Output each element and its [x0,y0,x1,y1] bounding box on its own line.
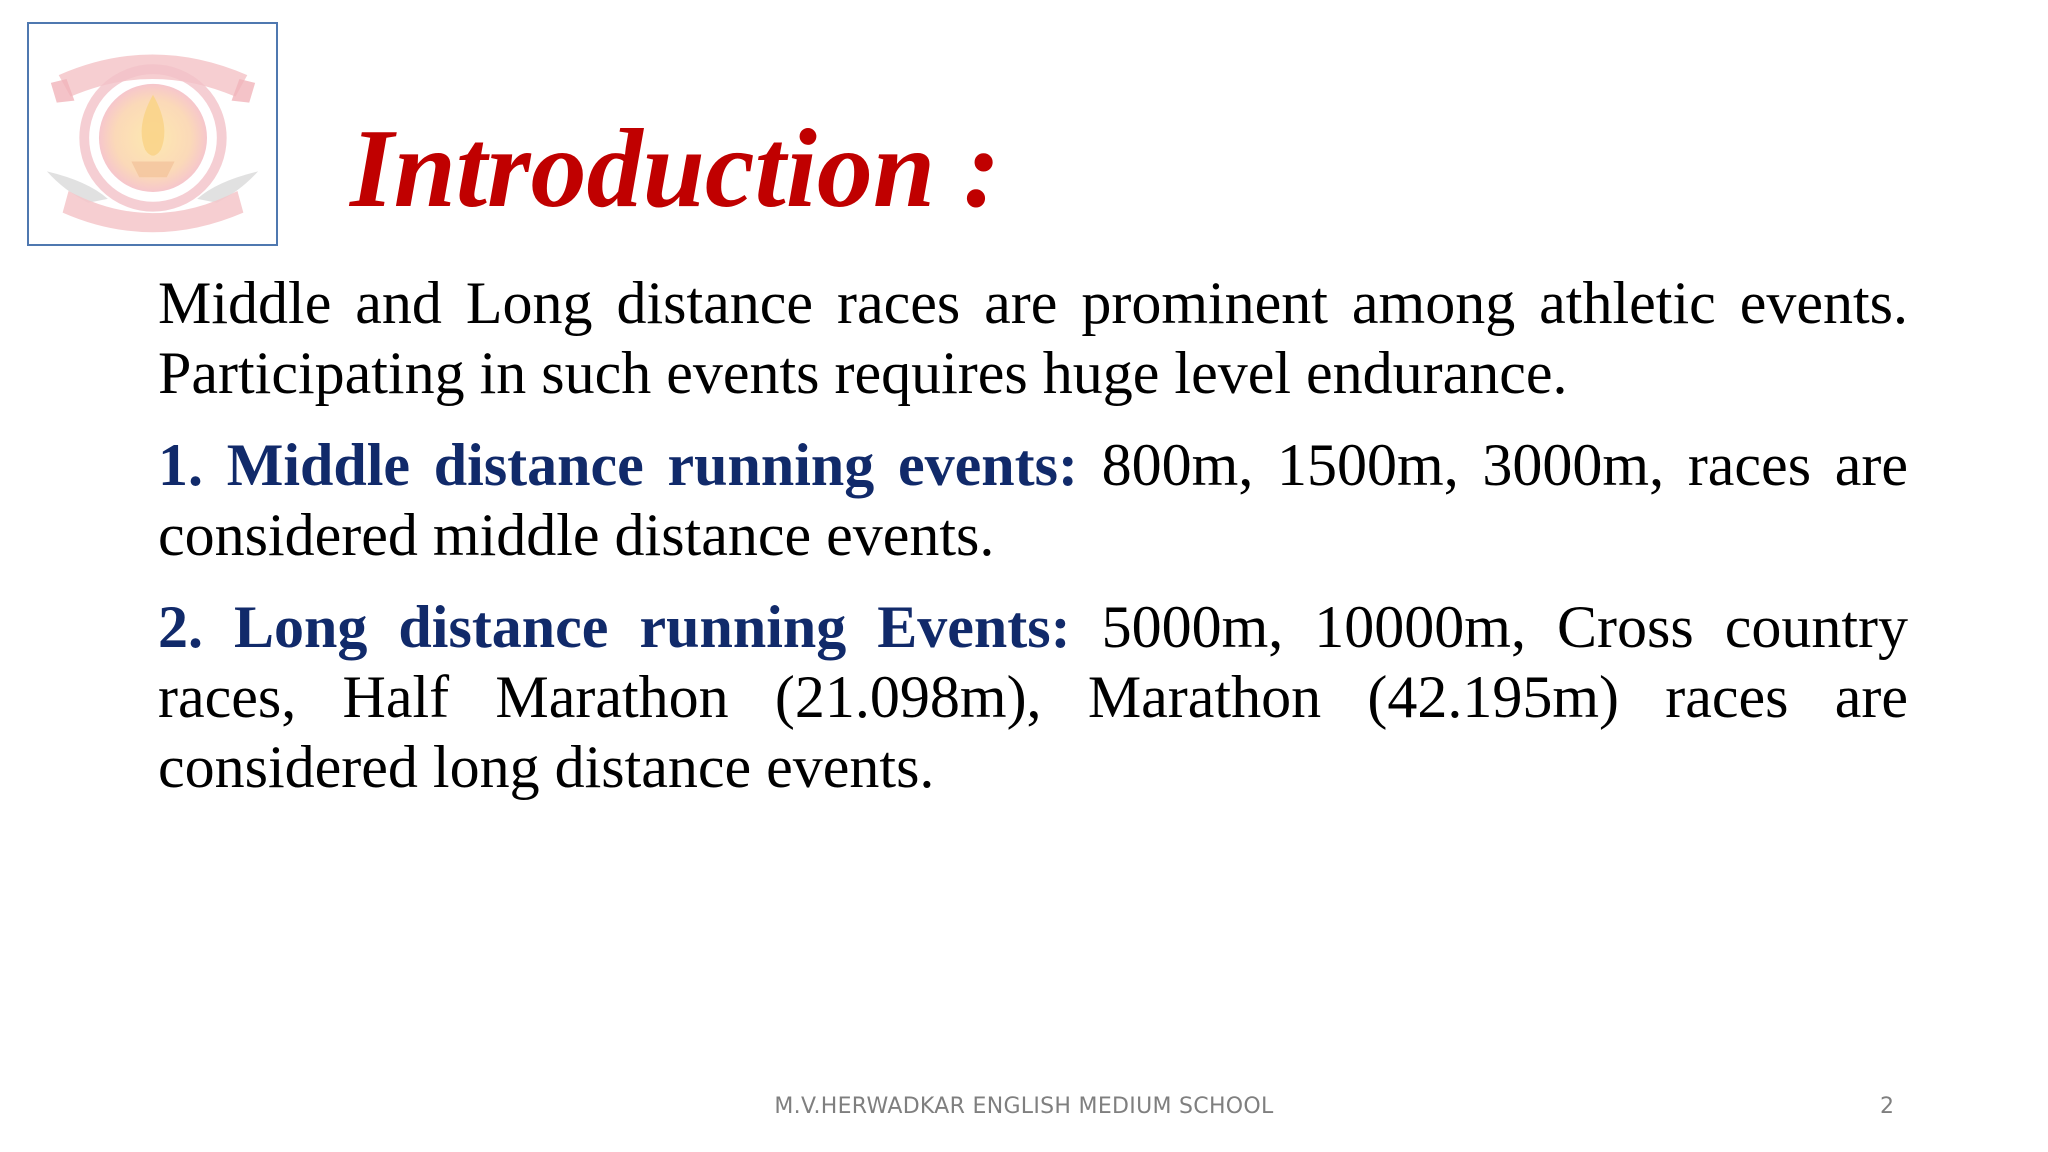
middle-distance-text: 800m, 1500m, 3000m, races are considered middle distance events. [158,432,1908,568]
middle-distance-paragraph [158,430,1908,570]
long-distance-text: 5000m, 10000m, Cross country races, Half Marathon (21.098m), Marathon (42.195m) races are considered long distance events. [158,594,1908,800]
long-distance-paragraph [158,592,1908,802]
slide-body [158,268,1908,824]
slide-title: Introduction : [350,107,1001,231]
page-number: 2 [1880,1094,1894,1119]
long-distance-heading: 2. Long distance running Events: [158,594,1071,660]
middle-distance-heading: 1. Middle distance running events: [158,432,1078,498]
footer-school-name: M.V.HERWADKAR ENGLISH MEDIUM SCHOOL [774,1094,1274,1119]
school-emblem-icon [27,22,278,246]
intro-paragraph: Middle and Long distance races are prominent among athletic events. Participating in such events requires huge level endurance. [158,270,1908,406]
